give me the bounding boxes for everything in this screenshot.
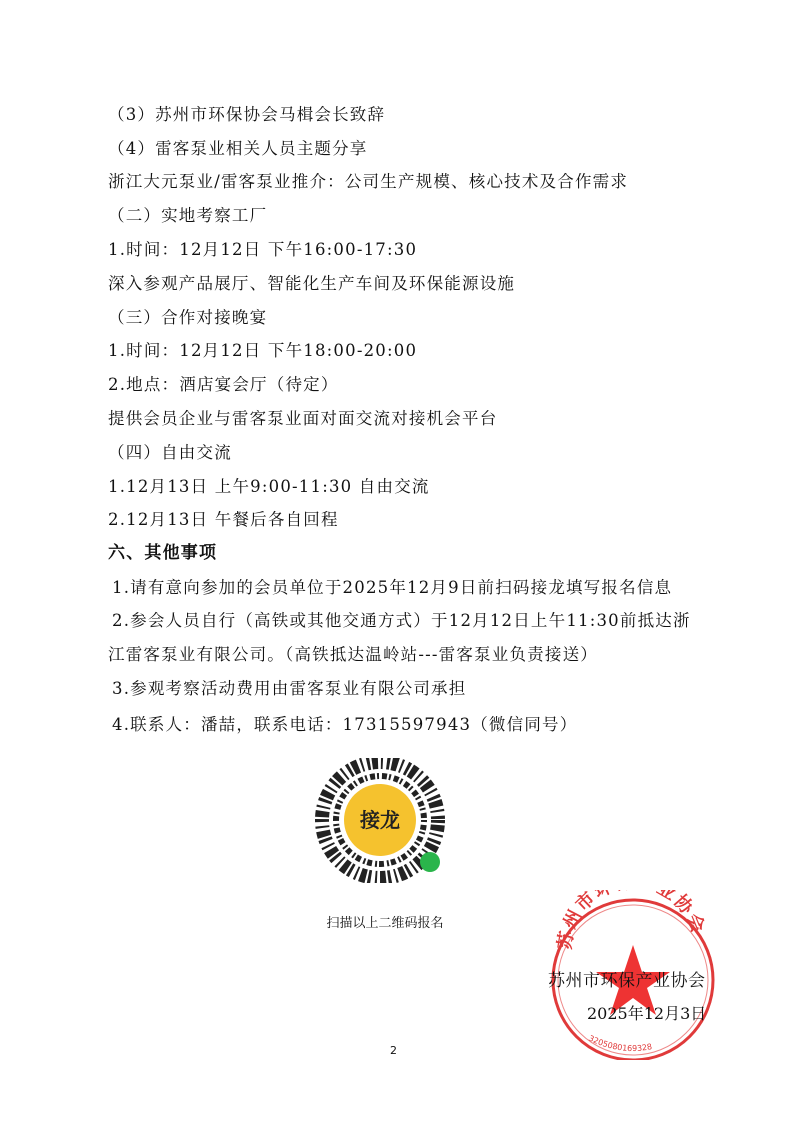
item-line: 1.请有意向参加的会员单位于2025年12月9日前扫码接龙填写报名信息 <box>112 578 673 597</box>
section-title: 六、其他事项 <box>108 543 218 563</box>
agenda-line: 2.12月13日 午餐后各自回程 <box>108 510 339 529</box>
agenda-line: （二）实地考察工厂 <box>108 206 268 225</box>
agenda-line: （四）自由交流 <box>108 443 232 462</box>
agenda-line: 提供会员企业与雷客泵业面对面交流对接机会平台 <box>108 409 498 428</box>
seal-text: 苏州市 业协会 <box>554 890 709 951</box>
agenda-line: 1.12月13日 上午9:00-11:30 自由交流 <box>108 477 430 496</box>
item-line: 3.参观考察活动费用由雷客泵业有限公司承担 <box>112 679 467 698</box>
agenda-line: 2.地点：酒店宴会厅（待定） <box>108 375 339 394</box>
item-line: 2.参会人员自行（高铁或其他交通方式）于12月12日上午11:30前抵达浙 <box>112 611 691 630</box>
item-line: 江雷客泵业有限公司。（高铁抵达温岭站---雷客泵业负责接送） <box>108 645 598 664</box>
agenda-line: （3）苏州市环保协会马楫会长致辞 <box>108 105 386 124</box>
qr-label: 接龙 <box>360 808 400 832</box>
page-number: 2 <box>390 1044 397 1057</box>
agenda-line: 深入参观产品展厅、智能化生产车间及环保能源设施 <box>108 274 516 293</box>
agenda-line: 1.时间：12月12日 下午18:00-20:00 <box>108 341 418 360</box>
agenda-line: 浙江大元泵业/雷客泵业推介：公司生产规模、核心技术及合作需求 <box>108 172 629 191</box>
agenda-line: 1.时间：12月12日 下午16:00-17:30 <box>108 240 418 259</box>
agenda-line: （4）雷客泵业相关人员主题分享 <box>108 139 368 158</box>
signature-date: 2025年12月3日 <box>587 1004 707 1023</box>
signature-org: 苏州市环保产业协会 <box>548 971 706 991</box>
item-line: 4.联系人：潘喆，联系电话：17315597943（微信同号） <box>112 715 578 734</box>
seal-code: 3205080169328 <box>587 1033 653 1054</box>
qr-caption: 扫描以上二维码报名 <box>326 916 444 931</box>
qr-code[interactable] <box>310 758 450 883</box>
agenda-line: （三）合作对接晚宴 <box>108 308 268 327</box>
